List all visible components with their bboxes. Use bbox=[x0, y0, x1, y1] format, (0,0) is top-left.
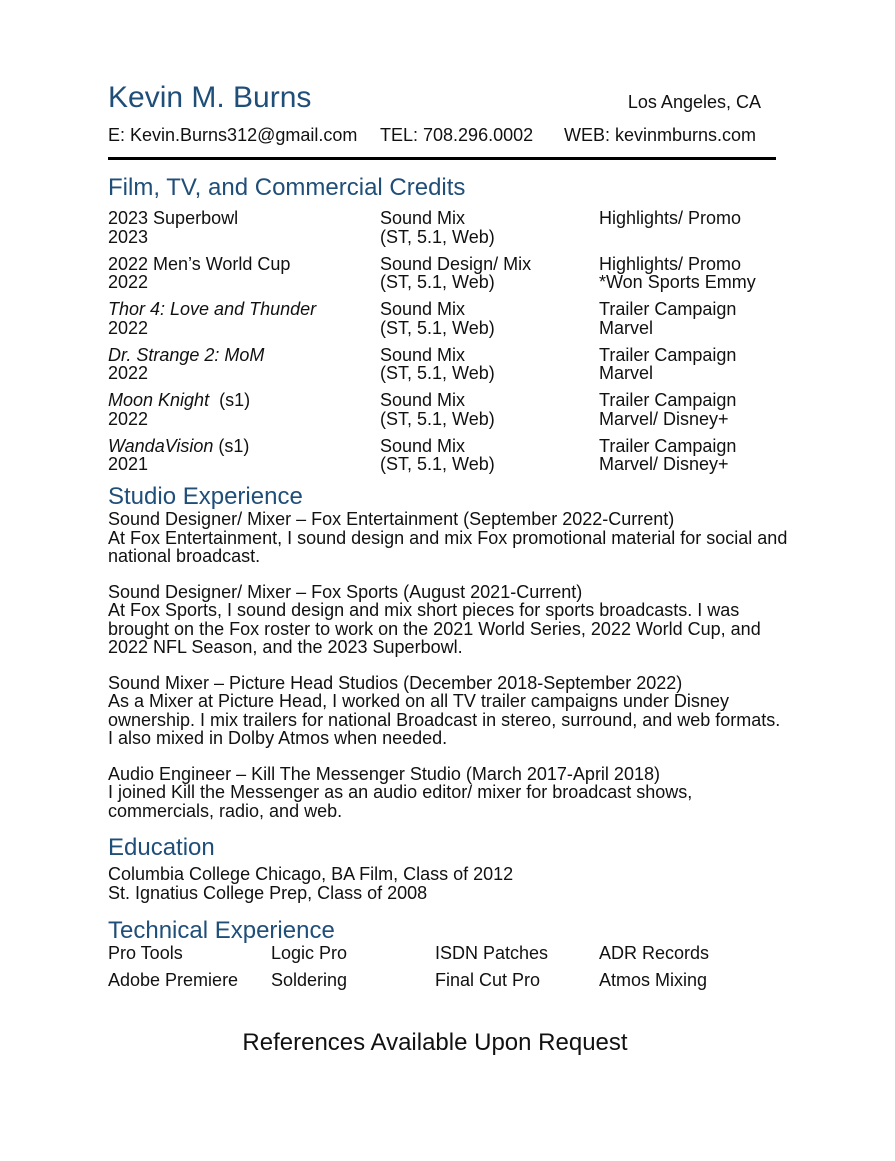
credit-title: 2023 Superbowl bbox=[108, 208, 239, 228]
credit-role: Sound Mix bbox=[380, 299, 466, 319]
education-entry: Columbia College Chicago, BA Film, Class of 2012 bbox=[108, 864, 514, 884]
credit-format: (ST, 5.1, Web) bbox=[380, 226, 495, 247]
credit-row bbox=[108, 437, 788, 483]
credit-client: Marvel/ Disney+ bbox=[599, 408, 729, 429]
credit-year: 2022 bbox=[108, 363, 149, 383]
credit-title: 2022 Men’s World Cup bbox=[108, 253, 291, 274]
credit-role: Sound Mix bbox=[380, 208, 466, 228]
technical-heading: Technical Experience bbox=[108, 917, 335, 944]
credit-row bbox=[108, 209, 788, 255]
credit-row bbox=[108, 391, 788, 437]
studio-heading: Studio Experience bbox=[108, 483, 303, 510]
email: E: Kevin.Burns312@gmail.com bbox=[108, 125, 358, 145]
header-divider bbox=[108, 157, 776, 160]
credit-title: WandaVision bbox=[108, 435, 214, 456]
credit-type: Trailer Campaign bbox=[599, 344, 737, 365]
job-description: At Fox Sports, I sound design and mix short pieces for sports broadcasts. I was brought on the Fox roster to work on the 2021 World Series, 2022 World Cup, and 2022 NFL Season, and the 2023 Superbowl. bbox=[108, 600, 761, 657]
skill-item: ADR Records bbox=[599, 943, 710, 963]
education-list bbox=[108, 865, 513, 902]
credit-year: 2021 bbox=[108, 454, 149, 474]
skill-item: Soldering bbox=[271, 970, 348, 990]
job-role: Sound Mixer – Picture Head Studios (December 2018-September 2022) bbox=[108, 672, 683, 693]
job-entry bbox=[108, 510, 788, 566]
credit-role: Sound Mix bbox=[380, 344, 466, 365]
skill-item: Atmos Mixing bbox=[599, 970, 708, 990]
website: WEB: kevinmburns.com bbox=[564, 125, 757, 145]
credit-format: (ST, 5.1, Web) bbox=[380, 363, 495, 383]
credit-role: Sound Mix bbox=[380, 390, 466, 410]
job-description: As a Mixer at Picture Head, I worked on all TV trailer campaigns under Disney ownership. I mix trailers for national Broadcast in stereo, surround, and web formats. I also mixed in Dolby Atmos when needed. bbox=[108, 691, 781, 748]
credit-type: Trailer Campaign bbox=[599, 435, 737, 456]
credit-title: Moon Knight bbox=[108, 390, 210, 410]
credit-title-suffix: (s1) bbox=[209, 390, 251, 410]
job-role: Sound Designer/ Mixer – Fox Entertainment (September 2022-Current) bbox=[108, 509, 675, 529]
credit-client: Marvel bbox=[599, 317, 654, 338]
education-entry: St. Ignatius College Prep, Class of 2008 bbox=[108, 882, 428, 903]
job-entry bbox=[108, 583, 788, 657]
skill-item: Adobe Premiere bbox=[108, 970, 239, 990]
credit-format: (ST, 5.1, Web) bbox=[380, 408, 495, 429]
credit-type: Trailer Campaign bbox=[599, 390, 737, 410]
credit-title: Dr. Strange 2: MoM bbox=[108, 344, 265, 365]
resume-name: Kevin M. Burns bbox=[108, 81, 312, 114]
skill-row bbox=[108, 970, 788, 997]
skill-row bbox=[108, 943, 788, 970]
job-role: Sound Designer/ Mixer – Fox Sports (August 2021-Current) bbox=[108, 581, 583, 602]
credits-heading: Film, TV, and Commercial Credits bbox=[108, 174, 466, 201]
credit-row bbox=[108, 255, 788, 301]
skill-item: Final Cut Pro bbox=[435, 970, 541, 990]
credit-year: 2022 bbox=[108, 272, 149, 292]
job-role: Audio Engineer – Kill The Messenger Studio (March 2017-April 2018) bbox=[108, 763, 660, 784]
credit-client: *Won Sports Emmy bbox=[599, 272, 756, 292]
credit-client: Marvel bbox=[599, 363, 654, 383]
credit-type: Highlights/ Promo bbox=[599, 253, 742, 274]
credit-title-suffix: (s1) bbox=[213, 435, 250, 456]
telephone: TEL: 708.296.0002 bbox=[380, 125, 534, 145]
skill-item: ISDN Patches bbox=[435, 943, 549, 963]
credit-role: Sound Design/ Mix bbox=[380, 253, 532, 274]
education-heading: Education bbox=[108, 834, 215, 861]
credit-year: 2022 bbox=[108, 408, 149, 429]
credit-row bbox=[108, 300, 788, 346]
credit-row bbox=[108, 346, 788, 392]
credit-client: Marvel/ Disney+ bbox=[599, 454, 729, 474]
studio-experience-list bbox=[108, 510, 788, 837]
job-entry bbox=[108, 674, 788, 748]
credit-type: Highlights/ Promo bbox=[599, 208, 742, 228]
location: Los Angeles, CA bbox=[627, 92, 761, 112]
skill-item: Logic Pro bbox=[271, 943, 348, 963]
job-entry bbox=[108, 765, 788, 821]
technical-skills bbox=[108, 943, 788, 997]
credit-format: (ST, 5.1, Web) bbox=[380, 454, 495, 474]
credit-type: Trailer Campaign bbox=[599, 299, 737, 319]
credit-year: 2022 bbox=[108, 317, 149, 338]
job-description: I joined Kill the Messenger as an audio editor/ mixer for broadcast shows, commercials, radio, and web. bbox=[108, 782, 693, 821]
credit-format: (ST, 5.1, Web) bbox=[380, 317, 495, 338]
skill-item: Pro Tools bbox=[108, 943, 183, 963]
job-description: At Fox Entertainment, I sound design and mix Fox promotional material for social and national broadcast. bbox=[108, 527, 788, 566]
credits-list bbox=[108, 209, 788, 482]
credit-title: Thor 4: Love and Thunder bbox=[108, 299, 317, 319]
references-note: References Available Upon Request bbox=[242, 1029, 628, 1056]
credit-format: (ST, 5.1, Web) bbox=[380, 272, 495, 292]
credit-role: Sound Mix bbox=[380, 435, 466, 456]
credit-year: 2023 bbox=[108, 226, 149, 247]
